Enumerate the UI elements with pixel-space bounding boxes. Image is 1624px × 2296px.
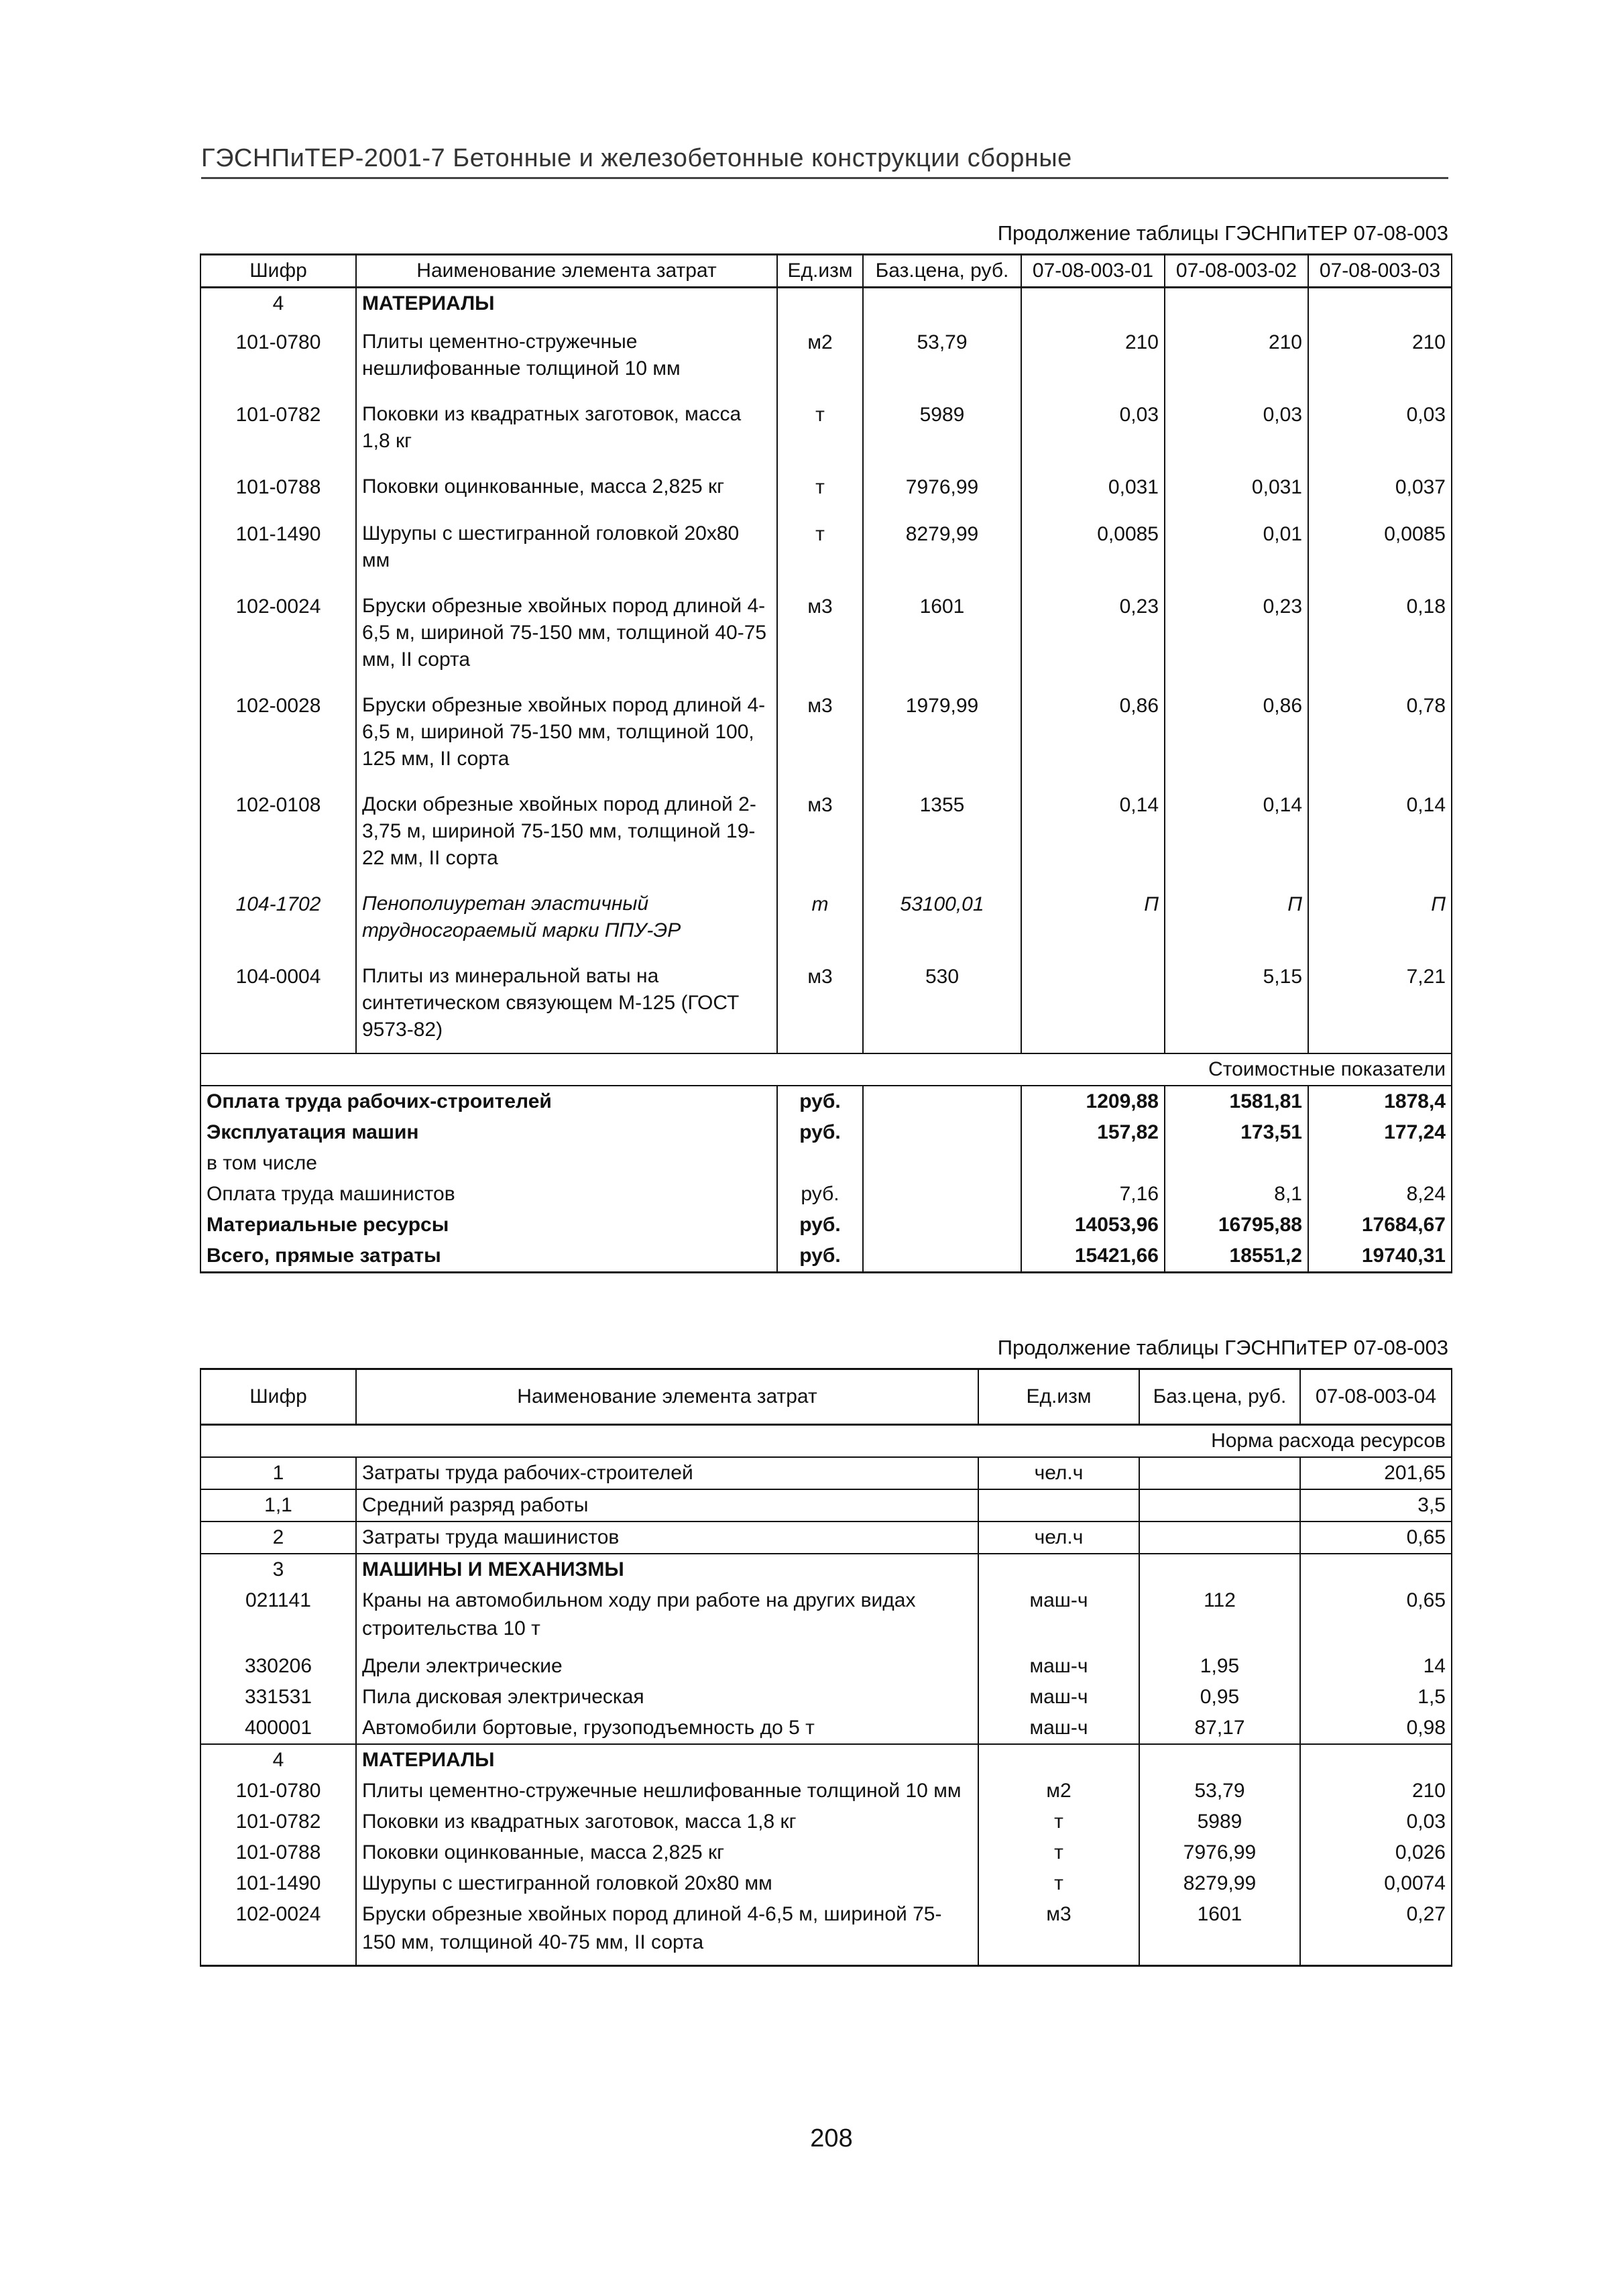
- row-value-2: 0,01: [1165, 511, 1308, 583]
- cost-value-2: [1165, 1148, 1308, 1179]
- row-value: 0,65: [1300, 1522, 1452, 1554]
- cost-value-3: [1308, 1148, 1452, 1179]
- row-name: Доски обрезные хвойных пород длиной 2-3,75 м, шириной 75-150 мм, толщиной 19-22 мм, II сорта: [356, 782, 777, 881]
- col-unit-header: Ед.изм: [777, 255, 863, 288]
- row-price: [1139, 1744, 1300, 1776]
- cost-value-3: 177,24: [1308, 1117, 1452, 1148]
- cost-price-empty: [863, 1210, 1021, 1241]
- row-price: 53,79: [1139, 1776, 1300, 1806]
- row-value: 1,5: [1300, 1682, 1452, 1713]
- row-price: 5989: [1139, 1806, 1300, 1837]
- row-value-1: 0,0085: [1021, 511, 1165, 583]
- cost-price-empty: [863, 1179, 1021, 1210]
- row-price: 8279,99: [1139, 1868, 1300, 1899]
- row-unit: т: [978, 1868, 1139, 1899]
- row-unit: [978, 1554, 1139, 1585]
- row-price: 1979,99: [863, 683, 1021, 782]
- row-name: Плиты из минеральной ваты на синтетическом связующем М-125 (ГОСТ 9573-82): [356, 954, 777, 1053]
- cost-value-2: 173,51: [1165, 1117, 1308, 1148]
- table2-continuation: Продолжение таблицы ГЭСНПиТЕР 07-08-003: [997, 1336, 1448, 1359]
- row-name: Шурупы с шестигранной головкой 20х80 мм: [356, 511, 777, 583]
- cost-name: в том числе: [200, 1148, 777, 1179]
- col-unit-header: Ед.изм: [978, 1369, 1139, 1425]
- material-row: [200, 583, 1452, 683]
- page-number: 208: [810, 2124, 853, 2152]
- cost-value-1: 7,16: [1021, 1179, 1165, 1210]
- row-price: 530: [863, 954, 1021, 1053]
- norm-label-row: [200, 1425, 1452, 1458]
- row-value: 3,5: [1300, 1489, 1452, 1522]
- row-name: Бруски обрезные хвойных пород длиной 4-6,5 м, шириной 75-150 мм, толщиной 40-75 мм, II сорта: [356, 1899, 978, 1966]
- table2-header-row: [200, 1369, 1452, 1425]
- row-value-1: 0,23: [1021, 583, 1165, 683]
- row-code: 101-0782: [200, 392, 356, 464]
- row-code: 1: [200, 1457, 356, 1489]
- row-name: Бруски обрезные хвойных пород длиной 4-6,5 м, шириной 75-150 мм, толщиной 40-75 мм, II сорта: [356, 583, 777, 683]
- row-unit: т: [777, 392, 863, 464]
- row-price: [1139, 1489, 1300, 1522]
- row-value: 0,98: [1300, 1713, 1452, 1744]
- row-unit: маш-ч: [978, 1682, 1139, 1713]
- row-unit: м3: [777, 683, 863, 782]
- row-value-3: 0,0085: [1308, 511, 1452, 583]
- resource-row: [200, 1651, 1452, 1682]
- row-value-3: 0,78: [1308, 683, 1452, 782]
- cost-value-2: 8,1: [1165, 1179, 1308, 1210]
- row-value-1: 0,031: [1021, 464, 1165, 511]
- row-unit: чел.ч: [978, 1522, 1139, 1554]
- row-price: 7976,99: [1139, 1837, 1300, 1868]
- row-unit: чел.ч: [978, 1457, 1139, 1489]
- resource-row: [200, 1806, 1452, 1837]
- row-code: 400001: [200, 1713, 356, 1744]
- resource-row: [200, 1899, 1452, 1966]
- col-name-header: Наименование элемента затрат: [356, 1369, 978, 1425]
- row-name: Дрели электрические: [356, 1651, 978, 1682]
- row-name: Затраты труда машинистов: [356, 1522, 978, 1554]
- cost-unit: руб.: [777, 1241, 863, 1273]
- row-code: 102-0028: [200, 683, 356, 782]
- cost-name: Оплата труда рабочих-строителей: [200, 1086, 777, 1117]
- cost-value-1: 14053,96: [1021, 1210, 1165, 1241]
- row-name: Пенополиуретан эластичный трудносгораемый марки ППУ-ЭР: [356, 881, 777, 954]
- row-code: 330206: [200, 1651, 356, 1682]
- row-value-3: 0,03: [1308, 392, 1452, 464]
- cost-value-2: 1581,81: [1165, 1086, 1308, 1117]
- row-code: 101-0780: [200, 1776, 356, 1806]
- resource-row: [200, 1868, 1452, 1899]
- cost-value-3: 17684,67: [1308, 1210, 1452, 1241]
- material-row: [200, 954, 1452, 1053]
- row-value-2: 0,86: [1165, 683, 1308, 782]
- row-code: 102-0024: [200, 1899, 356, 1966]
- cost-name: Материальные ресурсы: [200, 1210, 777, 1241]
- material-row: [200, 511, 1452, 583]
- section-name: МАТЕРИАЛЫ: [356, 288, 777, 320]
- row-unit: т: [777, 464, 863, 511]
- col-price-header: Баз.цена, руб.: [863, 255, 1021, 288]
- table1-header-row: [200, 255, 1452, 288]
- row-code: 101-1490: [200, 1868, 356, 1899]
- col-name-header: Наименование элемента затрат: [356, 255, 777, 288]
- row-code: 331531: [200, 1682, 356, 1713]
- row-code: 101-0788: [200, 464, 356, 511]
- table2: [200, 1368, 1452, 1967]
- row-name: Средний разряд работы: [356, 1489, 978, 1522]
- resource-row: [200, 1585, 1452, 1651]
- row-code: 1,1: [200, 1489, 356, 1522]
- row-price: 112: [1139, 1585, 1300, 1651]
- row-price: [1139, 1457, 1300, 1489]
- table1: [200, 253, 1452, 1273]
- cost-name: Эксплуатация машин: [200, 1117, 777, 1148]
- row-value: 0,0074: [1300, 1868, 1452, 1899]
- row-price: [1139, 1554, 1300, 1585]
- row-value-1: 0,03: [1021, 392, 1165, 464]
- cost-label: Стоимостные показатели: [200, 1053, 1452, 1086]
- cost-row: [200, 1241, 1452, 1273]
- row-value-2: 210: [1165, 319, 1308, 392]
- row-unit: м3: [777, 782, 863, 881]
- col-code-header: Шифр: [200, 255, 356, 288]
- row-value-2: 0,031: [1165, 464, 1308, 511]
- cost-price-empty: [863, 1241, 1021, 1273]
- resource-row: [200, 1522, 1452, 1554]
- cost-unit: руб.: [777, 1086, 863, 1117]
- resource-row: [200, 1776, 1452, 1806]
- row-unit: маш-ч: [978, 1651, 1139, 1682]
- cost-row: [200, 1086, 1452, 1117]
- section-row: [200, 1554, 1452, 1585]
- cost-price-empty: [863, 1086, 1021, 1117]
- row-code: 102-0108: [200, 782, 356, 881]
- row-code: 102-0024: [200, 583, 356, 683]
- row-unit: т: [978, 1837, 1139, 1868]
- row-code: 101-0780: [200, 319, 356, 392]
- row-value-2: 0,03: [1165, 392, 1308, 464]
- resource-row: [200, 1682, 1452, 1713]
- cost-price-empty: [863, 1148, 1021, 1179]
- row-value: 14: [1300, 1651, 1452, 1682]
- section-code: 4: [200, 288, 356, 320]
- row-code: 4: [200, 1744, 356, 1776]
- section-row: [200, 1744, 1452, 1776]
- row-value: 0,27: [1300, 1899, 1452, 1966]
- row-name: Плиты цементно-стружечные нешлифованные толщиной 10 мм: [356, 319, 777, 392]
- row-value-1: [1021, 954, 1165, 1053]
- row-price: 7976,99: [863, 464, 1021, 511]
- material-row: [200, 782, 1452, 881]
- table1-continuation: Продолжение таблицы ГЭСНПиТЕР 07-08-003: [997, 221, 1448, 245]
- cost-row: [200, 1148, 1452, 1179]
- row-value-3: 0,14: [1308, 782, 1452, 881]
- resource-row: [200, 1713, 1452, 1744]
- row-price: 87,17: [1139, 1713, 1300, 1744]
- row-name: Плиты цементно-стружечные нешлифованные толщиной 10 мм: [356, 1776, 978, 1806]
- row-name: Поковки из квадратных заготовок, масса 1,8 кг: [356, 1806, 978, 1837]
- row-value-3: 7,21: [1308, 954, 1452, 1053]
- row-value: [1300, 1744, 1452, 1776]
- cost-value-2: 18551,2: [1165, 1241, 1308, 1273]
- row-price: 53100,01: [863, 881, 1021, 954]
- cost-value-1: 15421,66: [1021, 1241, 1165, 1273]
- row-value: [1300, 1554, 1452, 1585]
- row-price: 5989: [863, 392, 1021, 464]
- resource-row: [200, 1837, 1452, 1868]
- row-code: 101-0788: [200, 1837, 356, 1868]
- cost-value-3: 8,24: [1308, 1179, 1452, 1210]
- cost-value-1: 157,82: [1021, 1117, 1165, 1148]
- cost-row: [200, 1210, 1452, 1241]
- material-row: [200, 392, 1452, 464]
- row-value-1: 0,86: [1021, 683, 1165, 782]
- row-value-3: П: [1308, 881, 1452, 954]
- row-name: МАШИНЫ И МЕХАНИЗМЫ: [356, 1554, 978, 1585]
- cost-value-2: 16795,88: [1165, 1210, 1308, 1241]
- table1-section-row: [200, 288, 1452, 320]
- row-unit: маш-ч: [978, 1713, 1139, 1744]
- cost-price-empty: [863, 1117, 1021, 1148]
- row-unit: м2: [777, 319, 863, 392]
- cost-unit: руб.: [777, 1117, 863, 1148]
- row-name: МАТЕРИАЛЫ: [356, 1744, 978, 1776]
- row-value-1: 210: [1021, 319, 1165, 392]
- col-v1-header: 07-08-003-01: [1021, 255, 1165, 288]
- cost-value-3: 19740,31: [1308, 1241, 1452, 1273]
- row-price: 1601: [863, 583, 1021, 683]
- row-price: 53,79: [863, 319, 1021, 392]
- row-unit: т: [777, 881, 863, 954]
- row-price: [1139, 1522, 1300, 1554]
- row-code: 104-0004: [200, 954, 356, 1053]
- row-value-3: 0,037: [1308, 464, 1452, 511]
- cost-unit: руб.: [777, 1179, 863, 1210]
- row-unit: м3: [777, 583, 863, 683]
- cost-value-1: [1021, 1148, 1165, 1179]
- row-price: 1355: [863, 782, 1021, 881]
- cost-name: Оплата труда машинистов: [200, 1179, 777, 1210]
- row-code: 2: [200, 1522, 356, 1554]
- row-value: 0,026: [1300, 1837, 1452, 1868]
- norm-label: Норма расхода ресурсов: [200, 1425, 1452, 1458]
- row-unit: т: [777, 511, 863, 583]
- cost-row: [200, 1117, 1452, 1148]
- row-name: Затраты труда рабочих-строителей: [356, 1457, 978, 1489]
- row-value-3: 210: [1308, 319, 1452, 392]
- cost-unit: [777, 1148, 863, 1179]
- material-row: [200, 881, 1452, 954]
- row-name: Автомобили бортовые, грузоподъемность до 5 т: [356, 1713, 978, 1744]
- row-unit: м3: [978, 1899, 1139, 1966]
- cost-name: Всего, прямые затраты: [200, 1241, 777, 1273]
- row-unit: м2: [978, 1776, 1139, 1806]
- row-code: 3: [200, 1554, 356, 1585]
- row-price: 8279,99: [863, 511, 1021, 583]
- col-code-header: Шифр: [200, 1369, 356, 1425]
- row-name: Краны на автомобильном ходу при работе на других видах строительства 10 т: [356, 1585, 978, 1651]
- row-value-1: 0,14: [1021, 782, 1165, 881]
- material-row: [200, 464, 1452, 511]
- row-code: 101-0782: [200, 1806, 356, 1837]
- row-value-1: П: [1021, 881, 1165, 954]
- cost-value-1: 1209,88: [1021, 1086, 1165, 1117]
- row-code: 104-1702: [200, 881, 356, 954]
- row-value: 201,65: [1300, 1457, 1452, 1489]
- cost-unit: руб.: [777, 1210, 863, 1241]
- resource-row: [200, 1489, 1452, 1522]
- row-unit: т: [978, 1806, 1139, 1837]
- row-name: Бруски обрезные хвойных пород длиной 4-6,5 м, шириной 75-150 мм, толщиной 100, 125 мм, II сорта: [356, 683, 777, 782]
- row-value: 0,03: [1300, 1806, 1452, 1837]
- col-v3-header: 07-08-003-03: [1308, 255, 1452, 288]
- row-value-2: П: [1165, 881, 1308, 954]
- col-price-header: Баз.цена, руб.: [1139, 1369, 1300, 1425]
- row-price: 1601: [1139, 1899, 1300, 1966]
- material-row: [200, 319, 1452, 392]
- cost-label-row: [200, 1053, 1452, 1086]
- row-unit: м3: [777, 954, 863, 1053]
- row-value-2: 0,23: [1165, 583, 1308, 683]
- col-v2-header: 07-08-003-02: [1165, 255, 1308, 288]
- row-price: 0,95: [1139, 1682, 1300, 1713]
- row-value-2: 0,14: [1165, 782, 1308, 881]
- row-unit: [978, 1489, 1139, 1522]
- row-price: 1,95: [1139, 1651, 1300, 1682]
- row-code: 101-1490: [200, 511, 356, 583]
- row-value: 210: [1300, 1776, 1452, 1806]
- material-row: [200, 683, 1452, 782]
- row-value-2: 5,15: [1165, 954, 1308, 1053]
- cost-row: [200, 1179, 1452, 1210]
- row-name: Шурупы с шестигранной головкой 20х80 мм: [356, 1868, 978, 1899]
- row-value: 0,65: [1300, 1585, 1452, 1651]
- row-name: Поковки оцинкованные, масса 2,825 кг: [356, 464, 777, 511]
- row-name: Пила дисковая электрическая: [356, 1682, 978, 1713]
- row-unit: [978, 1744, 1139, 1776]
- row-value-3: 0,18: [1308, 583, 1452, 683]
- row-code: 021141: [200, 1585, 356, 1651]
- cost-value-3: 1878,4: [1308, 1086, 1452, 1117]
- resource-row: [200, 1457, 1452, 1489]
- row-name: Поковки из квадратных заготовок, масса 1,8 кг: [356, 392, 777, 464]
- row-name: Поковки оцинкованные, масса 2,825 кг: [356, 1837, 978, 1868]
- col-v4-header: 07-08-003-04: [1300, 1369, 1452, 1425]
- row-unit: маш-ч: [978, 1585, 1139, 1651]
- running-header: ГЭСНПиТЕР-2001-7 Бетонные и железобетонные конструкции сборные: [201, 144, 1448, 179]
